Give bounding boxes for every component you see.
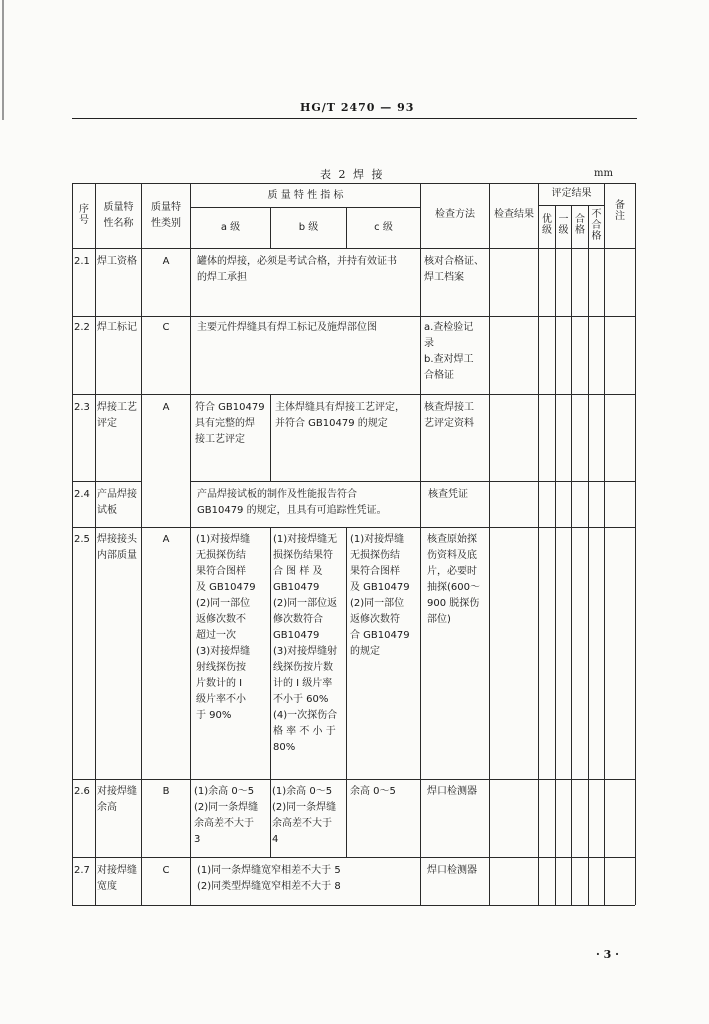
row-grade-a: (1)对接焊缝 无损探伤结 果符合图样 及 GB10479 (2)同一部位 返修次数不 超过一次 (3)对接焊缝 射线探伤按 片数计的 I 级片率不小 于 90% xyxy=(196,534,256,721)
row-method: 核查凭证 xyxy=(428,489,468,500)
row-number: 2.5 xyxy=(74,534,90,545)
row-category: B xyxy=(162,786,170,797)
table-top-rule xyxy=(72,183,635,184)
unit-label: mm xyxy=(594,168,613,179)
row-method: 核对合格证、 焊工档案 xyxy=(424,256,484,283)
row-name: 对接焊缝 宽度 xyxy=(97,865,137,892)
col-rule xyxy=(555,205,556,905)
row-rule xyxy=(72,779,635,780)
row-grade-c: (1)对接焊缝 无损探伤结 果符合图样 及 GB10479 (2)同一部位 返修次数符 合 GB10479 的规定 xyxy=(350,534,410,657)
row-number: 2.3 xyxy=(74,402,90,413)
row-name: 产品焊接 试板 xyxy=(97,489,137,516)
row-indicator-merged: 主要元件焊缝具有焊工标记及施焊部位图 xyxy=(197,322,377,333)
col-rule xyxy=(346,527,347,857)
header-bottom-rule xyxy=(72,248,635,249)
row-method: 焊口检测器 xyxy=(427,865,477,876)
col-rule xyxy=(571,205,572,905)
row-category: A xyxy=(162,402,170,413)
header-name: 质量特 性名称 xyxy=(103,202,134,229)
row-rule xyxy=(72,857,635,858)
col-rule xyxy=(588,205,589,905)
row-category: A xyxy=(162,534,170,545)
header-method: 检查方法 xyxy=(435,209,475,220)
row-name: 焊接接头 内部质量 xyxy=(97,534,137,561)
header-eval-excellent: 优 级 xyxy=(542,214,552,236)
row-indicator-merged: (1)同一条焊缝宽窄相差不大于 5 (2)同类型焊缝宽窄相差不大于 8 xyxy=(197,865,341,892)
row-grade-b: (1)余高 0～5 (2)同一条焊缝 余高差不大于 4 xyxy=(272,786,337,845)
row-rule xyxy=(72,481,141,482)
header-eval-first: 一 级 xyxy=(558,214,569,236)
col-rule xyxy=(72,183,73,905)
row-grade-c: 余高 0～5 xyxy=(350,786,396,797)
row-category: C xyxy=(162,865,170,876)
row-rule xyxy=(190,481,635,482)
row-name: 对接焊缝 余高 xyxy=(97,786,137,813)
header-eval-pass: 合 格 xyxy=(575,214,585,236)
header-grade-c: c 级 xyxy=(374,222,393,233)
col-rule xyxy=(489,183,490,905)
row-rule xyxy=(72,316,635,317)
header-remarks: 备 注 xyxy=(615,200,625,222)
header-indicator-group: 质 量 特 性 指 标 xyxy=(267,190,344,201)
table-bottom-rule xyxy=(72,905,635,906)
row-rule xyxy=(72,527,635,528)
row-name: 焊工资格 xyxy=(97,256,137,267)
row-number: 2.2 xyxy=(74,322,90,333)
header-eval-group: 评定结果 xyxy=(551,188,592,199)
standard-code: HG/T 2470 — 93 xyxy=(300,101,415,114)
row-indicator-merged: 产品焊接试板的制作及性能报告符合 GB10479 的规定，且具有可追踪性凭证。 xyxy=(197,489,387,516)
header-category: 质量特 性类别 xyxy=(151,202,181,229)
row-grade-b: (1)对接焊缝无 损探伤结果符 合 图 样 及 GB10479 (2)同一部位返 修次数符合 GB10479 (3)对接焊缝射 线探伤按片数 计的 I 级片率 不小于 60% (4)一次探伤合 格 率 不 小 于 80% xyxy=(273,534,338,753)
row-indicator-merged: 罐体的焊接，必须是考试合格，并持有效证书 的焊工承担 xyxy=(197,256,397,283)
row-name: 焊工标记 xyxy=(97,322,137,333)
row-method: 核查原始探 伤资料及底 片，必要时 抽探(600～ 900 脱探伤 部位) xyxy=(427,534,480,625)
header-grade-b: b 级 xyxy=(298,222,319,233)
table-caption: 表 2 焊 接 xyxy=(320,168,385,181)
row-number: 2.6 xyxy=(74,786,90,797)
page-number: · 3 · xyxy=(596,948,619,961)
row-category: A xyxy=(162,256,170,267)
col-rule xyxy=(190,183,191,905)
row-grade-a: 符合 GB10479 具有完整的焊 接工艺评定 xyxy=(195,402,265,445)
row-category: C xyxy=(162,322,170,333)
row-number: 2.7 xyxy=(74,865,90,876)
row-method: 核查焊接工 艺评定资料 xyxy=(424,402,474,429)
header-grade-a: a 级 xyxy=(220,222,241,233)
col-rule xyxy=(420,183,421,905)
col-rule xyxy=(270,527,271,857)
header-eval-fail: 不 合 格 xyxy=(591,209,602,242)
header-seq: 序 号 xyxy=(79,204,89,226)
header-result: 检查结果 xyxy=(494,209,534,220)
row-number: 2.1 xyxy=(74,256,90,267)
row-method: 焊口检测器 xyxy=(427,786,477,797)
col-rule xyxy=(604,183,605,905)
row-number: 2.4 xyxy=(74,489,90,500)
indicator-header-rule xyxy=(190,207,420,208)
row-method: a.查检验记 录 b.查对焊工 合格证 xyxy=(424,322,474,381)
row-name: 焊接工艺 评定 xyxy=(97,402,137,429)
row-grade-bc: 主体焊缝具有焊接工艺评定， 并符合 GB10479 的规定 xyxy=(275,402,405,429)
row-rule xyxy=(72,394,635,395)
col-rule xyxy=(270,394,271,482)
col-rule xyxy=(538,183,539,905)
row-grade-a: (1)余高 0～5 (2)同一条焊缝 余高差不大于 3 xyxy=(194,786,259,845)
col-rule xyxy=(635,183,636,905)
